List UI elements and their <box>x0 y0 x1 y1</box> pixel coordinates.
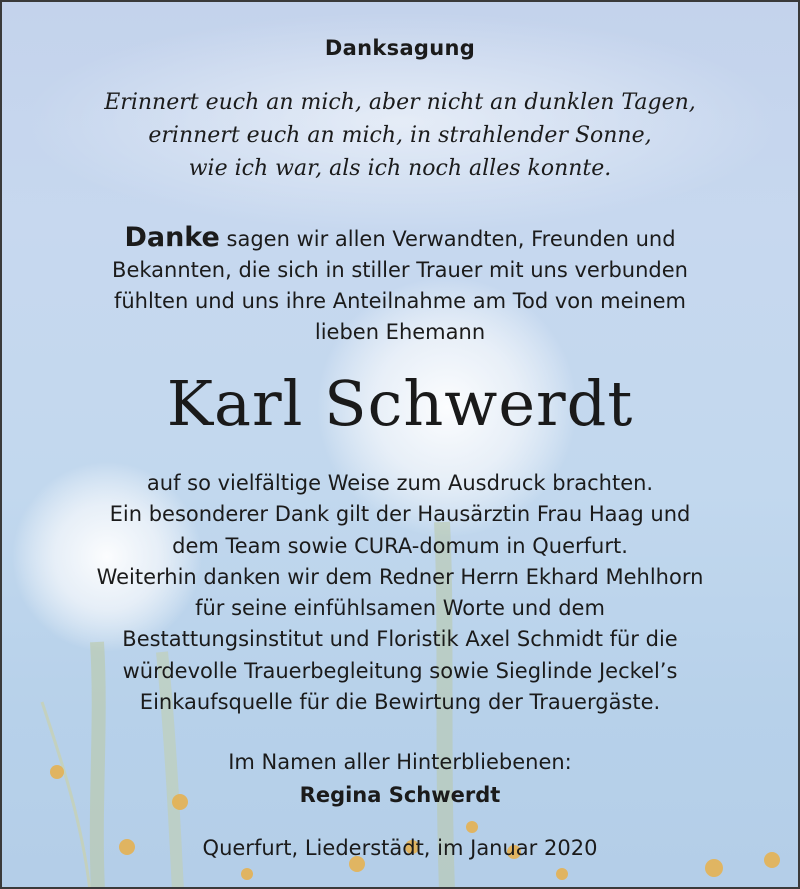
body-line: Weiterhin danken wir dem Redner Herrn Ekhard Mehlhorn <box>96 564 704 589</box>
body-line: für seine einfühlsamen Worte und dem <box>195 596 605 621</box>
thanks-line-rest: sagen wir allen Verwandten, Freunden und <box>219 227 676 251</box>
signer-name: Regina Schwerdt <box>299 783 501 807</box>
closing-line: Im Namen aller Hinterbliebenen: <box>228 750 572 774</box>
notice-content <box>2 2 798 887</box>
closing-block <box>2 746 798 812</box>
poem-line: erinnert euch an mich, in strahlender Sonne, <box>148 123 652 148</box>
body-line: Einkaufsquelle für die Bewirtung der Trauergäste. <box>139 690 661 715</box>
notice-heading: Danksagung <box>324 36 476 60</box>
place-date: Querfurt, Liederstädt, im Januar 2020 <box>202 836 598 860</box>
acknowledgement-paragraph <box>2 468 798 718</box>
thanks-line: lieben Ehemann <box>314 320 486 344</box>
poem-line: wie ich war, als ich noch alles konnte. <box>188 156 612 181</box>
thanks-word: Danke <box>124 222 220 253</box>
body-line: würdevolle Trauerbegleitung sowie Sieglinde Jeckel’s <box>122 658 678 683</box>
body-line: Bestattungsinstitut und Floristik Axel Schmidt für die <box>122 627 678 652</box>
thanks-paragraph <box>2 222 798 348</box>
thanks-line: fühlten und uns ihre Anteilnahme am Tod von meinem <box>113 289 687 313</box>
poem-verse <box>2 86 798 185</box>
poem-line: Erinnert euch an mich, aber nicht an dunklen Tagen, <box>104 90 696 115</box>
thanks-line <box>2 222 798 255</box>
body-line: dem Team sowie CURA-domum in Querfurt. <box>172 533 628 558</box>
body-line: Ein besonderer Dank gilt der Hausärztin Frau Haag und <box>109 502 691 527</box>
thanks-line: Bekannten, die sich in stiller Trauer mit uns verbunden <box>112 258 688 282</box>
body-line: auf so vielfältige Weise zum Ausdruck brachten. <box>146 471 654 495</box>
deceased-name: Karl Schwerdt <box>166 367 634 440</box>
